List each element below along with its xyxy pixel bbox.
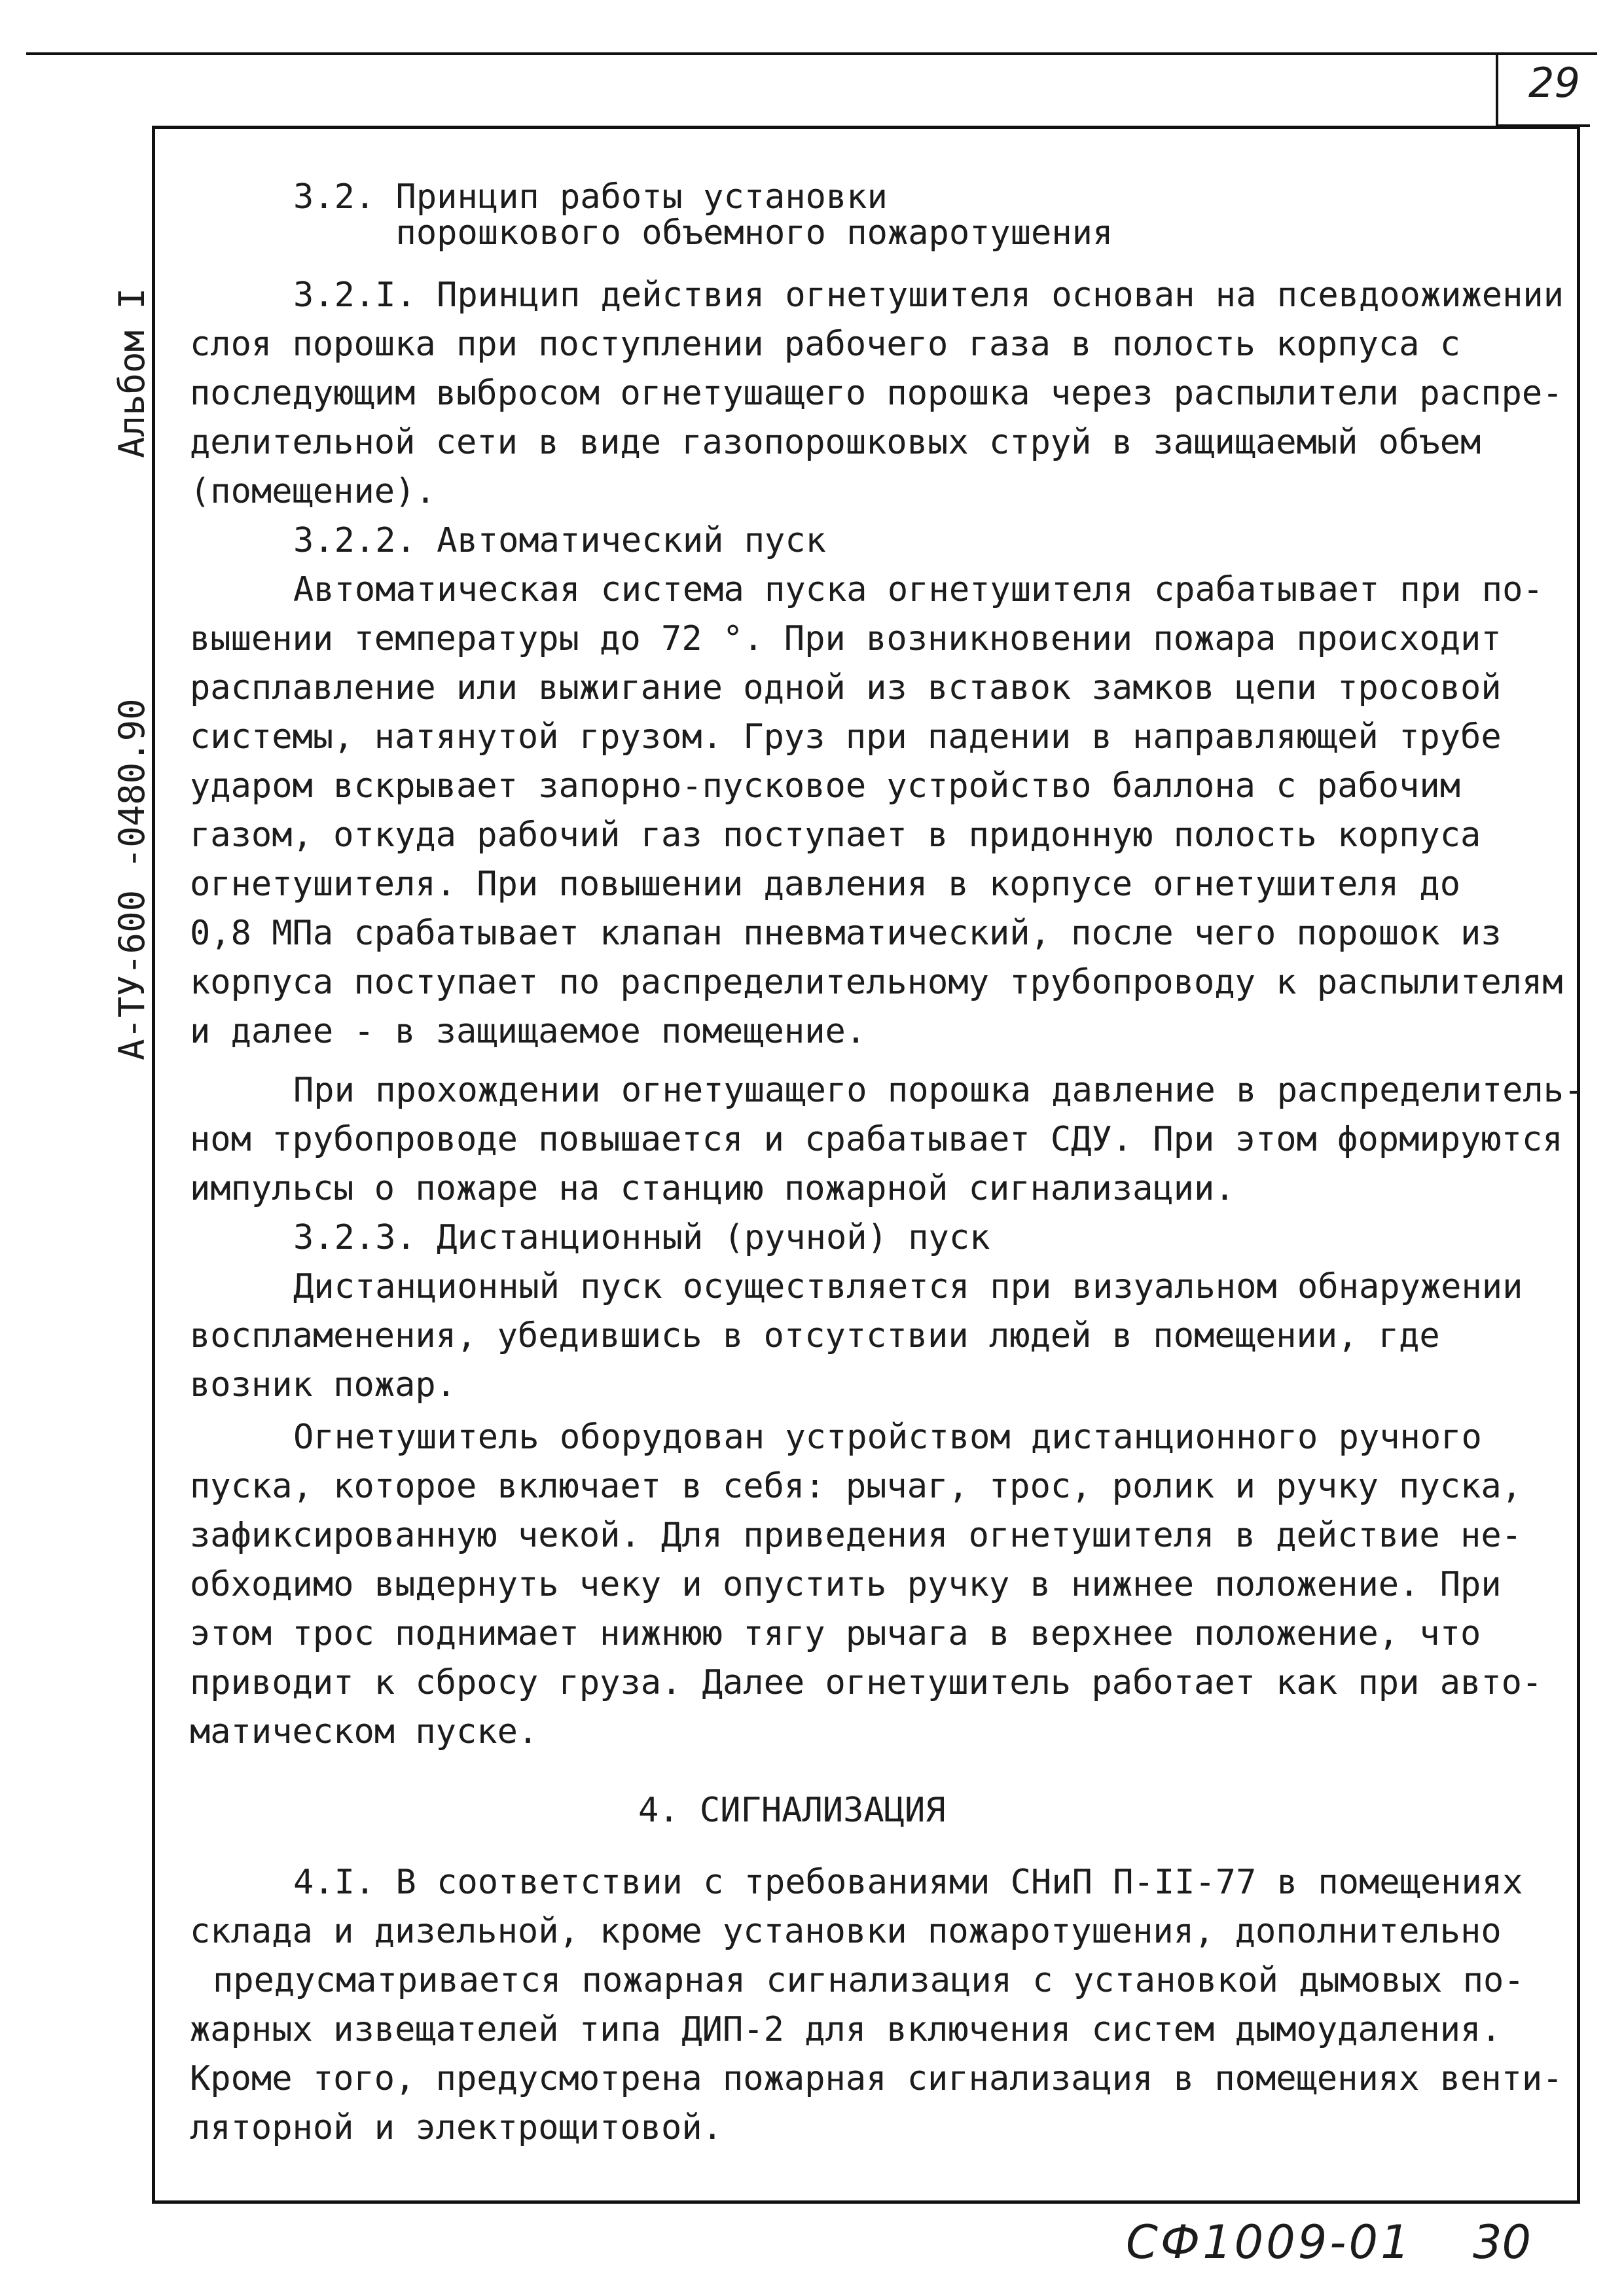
paragraph-line: обходимо выдернуть чеку и опустить ручку в нижнее положение. При (190, 1565, 1502, 1604)
top-rule (26, 52, 1597, 55)
footer-document-code: СФ1009-01 (1126, 2215, 1413, 2269)
paragraph-line: делительной сети в виде газопорошковых струй в защищаемый объем (190, 423, 1481, 462)
paragraph-line: Автоматическая система пуска огнетушителя срабатывает при по- (293, 570, 1543, 609)
paragraph-line: корпуса поступает по распределительному трубопроводу к распылителям (190, 963, 1563, 1002)
paragraph-line: и далее - в защищаемое помещение. (190, 1012, 867, 1051)
paragraph-line: Кроме того, предусмотрена пожарная сигнализация в помещениях венти- (190, 2059, 1563, 2098)
paragraph-line: воспламенения, убедившись в отсутствии людей в помещении, где (190, 1316, 1440, 1355)
paragraph-line: этом трос поднимает нижнюю тягу рычага в верхнее положение, что (190, 1614, 1481, 1653)
footer-sheet-number: 30 (1473, 2215, 1532, 2269)
paragraph-line: расплавление или выжигание одной из вставок замков цепи тросовой (190, 668, 1502, 708)
subsection-heading: 3.2.2. Автоматический пуск (293, 521, 826, 560)
paragraph-line: огнетушителя. При повышении давления в корпусе огнетушителя до (190, 865, 1461, 904)
paragraph-line: 4.I. В соответствии с требованиями СНиП П-II-77 в помещениях (293, 1863, 1523, 1902)
section-heading: 3.2. Принцип работы установки (293, 177, 888, 217)
paragraph-line: При прохождении огнетушащего порошка давление в распределитель- (293, 1071, 1585, 1110)
paragraph-line: системы, натянутой грузом. Груз при падении в направляющей трубе (190, 717, 1502, 757)
paragraph-line: матическом пуске. (190, 1712, 539, 1751)
paragraph-line: слоя порошка при поступлении рабочего газа в полость корпуса с (190, 325, 1461, 364)
paragraph-line: возник пожар. (190, 1365, 456, 1405)
paragraph-line: жарных извещателей типа ДИП-2 для включения систем дымоудаления. (190, 2010, 1502, 2049)
margin-album-label: Альбом I (111, 287, 153, 458)
paragraph-line: приводит к сбросу груза. Далее огнетушитель работает как при авто- (190, 1663, 1543, 1702)
paragraph-line: 0,8 МПа срабатывает клапан пневматический, после чего порошок из (190, 914, 1502, 953)
paragraph-line: ном трубопроводе повышается и срабатывает СДУ. При этом формируются (190, 1120, 1563, 1159)
paragraph-line: зафиксированную чекой. Для приведения огнетушителя в действие не- (190, 1516, 1522, 1555)
section-heading-cont: порошкового объемного пожаротушения (293, 213, 1113, 253)
paragraph-line: газом, откуда рабочий газ поступает в придонную полость корпуса (190, 816, 1481, 855)
paragraph-line: 3.2.I. Принцип действия огнетушителя основан на псевдоожижении (293, 276, 1564, 315)
paragraph-line: склада и дизельной, кроме установки пожаротушения, дополнительно (190, 1912, 1502, 1951)
paragraph-line: Огнетушитель оборудован устройством дистанционного ручного (293, 1418, 1482, 1457)
paragraph-line: вышении температуры до 72 °. При возникновении пожара происходит (190, 619, 1502, 658)
paragraph-line: предусматривается пожарная сигнализация с установкой дымовых по- (213, 1961, 1525, 2000)
paragraph-line: импульсы о пожаре на станцию пожарной сигнализации. (190, 1169, 1235, 1208)
chapter-heading: 4. СИГНАЛИЗАЦИЯ (638, 1791, 946, 1830)
page-number: 29 (1528, 59, 1580, 107)
paragraph-line: ударом вскрывает запорно-пусковое устройство баллона с рабочим (190, 766, 1461, 806)
paragraph-line: ляторной и электрощитовой. (190, 2108, 723, 2147)
paragraph-line: (помещение). (190, 472, 436, 511)
margin-document-code: А-ТУ-600 -0480.90 (111, 698, 153, 1060)
paragraph-line: последующим выбросом огнетушащего порошка через распылители распре- (190, 374, 1563, 413)
paragraph-line: пуска, которое включает в себя: рычаг, трос, ролик и ручку пуска, (190, 1467, 1522, 1506)
subsection-heading: 3.2.3. Дистанционный (ручной) пуск (293, 1218, 990, 1257)
paragraph-line: Дистанционный пуск осуществляется при визуальном обнаружении (293, 1267, 1523, 1306)
